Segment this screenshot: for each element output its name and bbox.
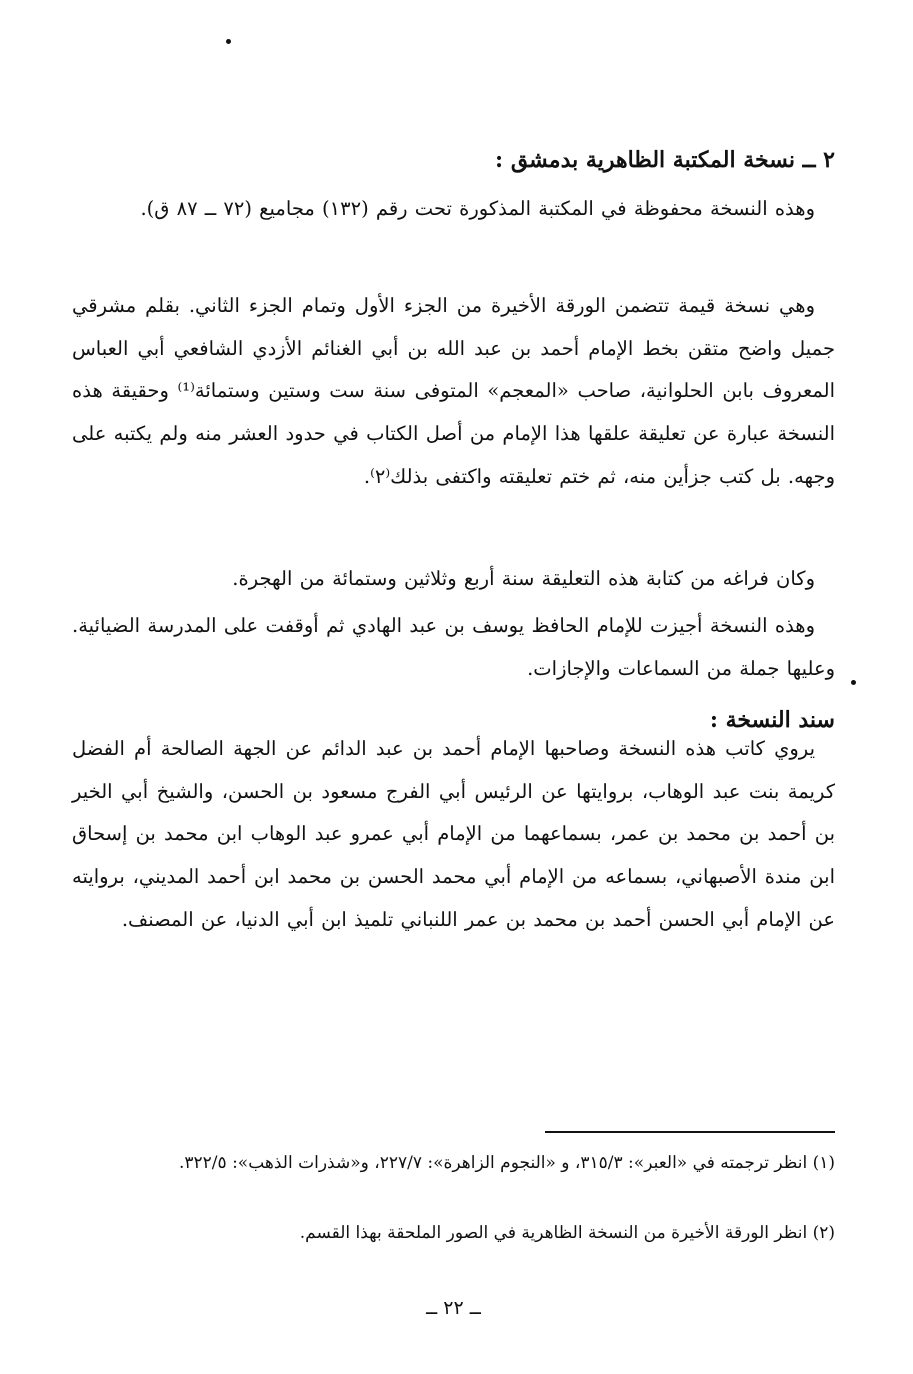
book-page (72, 0, 835, 1374)
footnote-2: (٢) انظر الورقة الأخيرة من النسخة الظاهرية في الصور الملحقة بهذا القسم. (299, 1223, 835, 1243)
paragraph-manuscript-description: وهي نسخة قيمة تتضمن الورقة الأخيرة من الجزء الأول وتمام الجزء الثاني. بقلم مشرقي جميل واضح متقن بخط الإمام أحمد بن عبد الله بن أبي الغنائم الأزدي الشافعي أبي العباس المعروف بابن الحلوانية، صاحب «المعجم» المتوفى سنة ست وستين وستمائة⁽¹⁾ وحقيقة هذه النسخة عبارة عن تعليقة علقها هذا الإمام من أصل الكتاب في حدود العشر منه ولم يكتبه على وجهه. بل كتب جزأين منه، ثم ختم تعليقته واكتفى بذلك⁽٢⁾. (72, 294, 835, 488)
paragraph-completion-date: وكان فراغه من كتابة هذه التعليقة سنة أربع وثلاثين وستمائة من الهجرة. (232, 567, 815, 590)
section-heading-zahiriyya: ٢ ــ نسخة المكتبة الظاهرية بدمشق : (495, 147, 835, 173)
section-heading-sanad: سند النسخة : (709, 707, 835, 733)
footnote-separator (545, 1131, 835, 1133)
paragraph-manuscript-location: وهذه النسخة محفوظة في المكتبة المذكورة تحت رقم (١٣٢) مجاميع (٧٢ ــ ٨٧ ق). (140, 197, 815, 220)
speck-mark (226, 39, 231, 44)
paragraph-chain-of-transmission: يروي كاتب هذه النسخة وصاحبها الإمام أحمد بن عبد الدائم عن الجهة الصالحة أم الفضل كريمة بنت عبد الوهاب، بروايتها عن الرئيس أبي الفرج مسعود بن الحسن، والشيخ أبي الخير بن أحمد بن محمد بن عمر، بسماعهما من الإمام أبي عمرو عبد الوهاب ابن محمد بن إسحاق ابن مندة الأصبهاني، بسماعه من الإمام أبي محمد الحسن بن محمد ابن أحمد المديني، بروايته عن الإمام أبي الحسن أحمد بن محمد بن عمر اللنباني تلميذ ابن أبي الدنيا، عن المصنف. (72, 737, 835, 931)
page-number: ــ ٢٢ ــ (426, 1297, 481, 1319)
paragraph-endowment: وهذه النسخة أجيزت للإمام الحافظ يوسف بن عبد الهادي ثم أوقفت على المدرسة الضيائية. وعليها جملة من السماعات والإجازات. (72, 614, 835, 680)
speck-mark (851, 680, 856, 685)
footnote-1: (١) انظر ترجمته في «العبر»: ٣١٥/٣، و «النجوم الزاهرة»: ٢٢٧/٧، و«شذرات الذهب»: ٣٢٢/٥. (179, 1153, 835, 1173)
